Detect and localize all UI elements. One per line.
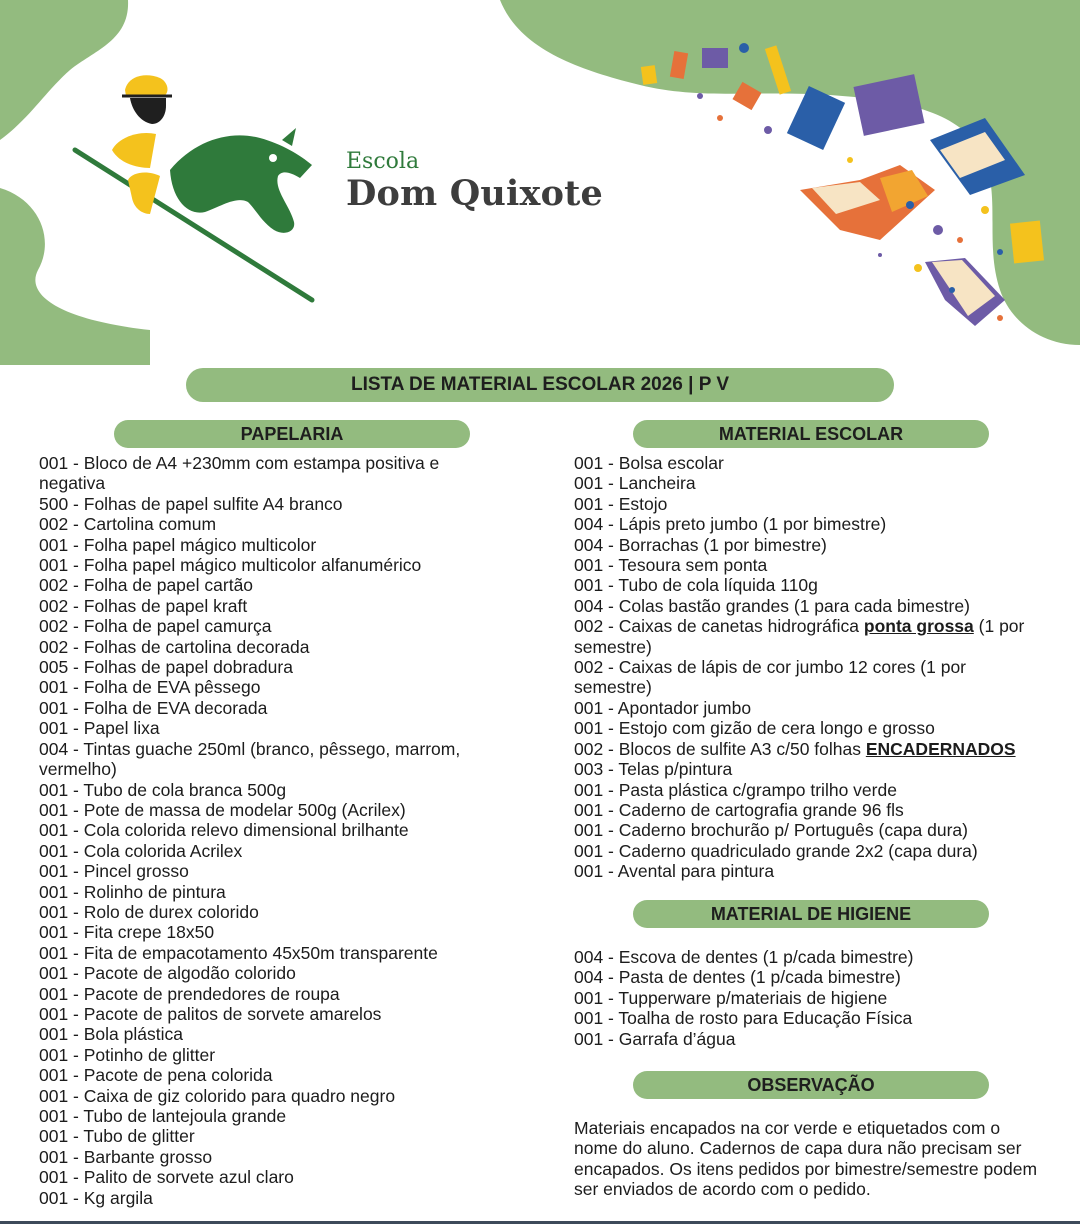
list-item: 001 - Folha papel mágico multicolor alfanumérico [39, 555, 422, 576]
list-item: 001 - Tubo de cola branca 500g [39, 779, 287, 800]
list-item: 001 - Tupperware p/materiais de higiene [574, 987, 888, 1008]
green-blob-left [0, 188, 150, 365]
emphasis-text: ENCADERNADOS [865, 738, 1016, 759]
list-item: semestre) [574, 636, 652, 657]
list-item: 001 - Tesoura sem ponta [574, 555, 768, 576]
list-item: 002 - Folha de papel cartão [39, 575, 254, 596]
list-item: 001 - Rolo de durex colorido [39, 901, 259, 922]
list-item: 004 - Lápis preto jumbo (1 por bimestre) [574, 514, 887, 535]
list-item: 001 - Pacote de palitos de sorvete amarelos [39, 1003, 382, 1024]
list-item: semestre) [574, 677, 652, 698]
list-item: 001 - Tubo de cola líquida 110g [574, 575, 818, 596]
list-item: 004 - Colas bastão grandes (1 para cada bimestre) [574, 595, 970, 616]
bottom-divider [0, 1221, 1080, 1224]
list-item: 001 - Tubo de glitter [39, 1126, 195, 1147]
list-item: 002 - Cartolina comum [39, 514, 217, 535]
list-item: 001 - Caderno de cartografia grande 96 fls [574, 799, 904, 820]
material-escolar-list [574, 453, 1064, 882]
green-blob-top-left [0, 0, 128, 140]
school-logo-text [346, 150, 603, 214]
list-item: 001 - Barbante grosso [39, 1146, 213, 1167]
list-item: 001 - Toalha de rosto para Educação Física [574, 1008, 913, 1029]
list-item: 005 - Folhas de papel dobradura [39, 657, 293, 678]
list-item: 001 - Caderno quadriculado grande 2x2 (capa dura) [574, 840, 978, 861]
list-item: 001 - Papel lixa [39, 718, 160, 739]
list-item: vermelho) [39, 759, 117, 780]
list-item: 001 - Pacote de prendedores de roupa [39, 983, 340, 1004]
list-item: 001 - Kg argila [39, 1187, 153, 1208]
papelaria-list [39, 453, 539, 1208]
list-item: 002 - Folhas de papel kraft [39, 595, 248, 616]
list-item: 002 - Folhas de cartolina decorada [39, 636, 310, 657]
list-item: 001 - Cola colorida Acrilex [39, 840, 243, 861]
list-item: 001 - Caixa de giz colorido para quadro negro [39, 1085, 396, 1106]
list-item: 001 - Avental para pintura [574, 861, 775, 882]
list-item: 001 - Garrafa d’água [574, 1028, 736, 1049]
list-item [574, 616, 1064, 636]
list-item [574, 739, 1064, 759]
list-item: 001 - Pote de massa de modelar 500g (Acrilex) [39, 799, 406, 820]
item-text: 002 - Blocos de sulfite A3 c/50 folhas [574, 738, 866, 759]
emphasis-text: ponta grossa [863, 616, 974, 637]
observacao-text: Materiais encapados na cor verde e etiquetados com o nome do aluno. Cadernos de capa dura não precisam ser encapados. Os itens pedidos por bimestre/semestre podem ser enviados de acordo com o pedido. [574, 1118, 1038, 1200]
school-name: Dom Quixote [346, 173, 603, 214]
list-item: 001 - Lancheira [574, 473, 696, 494]
list-item: 001 - Pincel grosso [39, 861, 189, 882]
list-item: 001 - Apontador jumbo [574, 697, 752, 718]
school-label: Escola [346, 149, 420, 174]
list-item: 001 - Folha de EVA decorada [39, 697, 268, 718]
list-item: 001 - Pasta plástica c/grampo trilho verde [574, 779, 897, 800]
list-item: 001 - Bola plástica [39, 1024, 183, 1045]
list-item: 001 - Estojo [574, 493, 668, 514]
item-text: 002 - Caixas de canetas hidrográfica [574, 616, 864, 637]
section-heading-material-escolar: MATERIAL ESCOLAR [633, 420, 989, 448]
section-heading-papelaria: PAPELARIA [114, 420, 470, 448]
list-item: 001 - Fita de empacotamento 45x50m transparente [39, 942, 438, 963]
list-item: 001 - Caderno brochurão p/ Português (capa dura) [574, 820, 968, 841]
list-item: 001 - Pacote de pena colorida [39, 1065, 273, 1086]
list-item: 004 - Escova de dentes (1 p/cada bimestre) [574, 947, 914, 967]
list-item: 004 - Pasta de dentes (1 p/cada bimestre) [574, 967, 901, 988]
list-item: 001 - Bolsa escolar [574, 453, 724, 473]
list-item: 004 - Borrachas (1 por bimestre) [574, 534, 827, 555]
section-heading-observacao: OBSERVAÇÃO [633, 1071, 989, 1099]
item-text: (1 por [973, 616, 1025, 637]
list-item: 500 - Folhas de papel sulfite A4 branco [39, 493, 343, 514]
page-title: LISTA DE MATERIAL ESCOLAR 2026 | P V [186, 368, 894, 402]
dom-quixote-logo-icon [75, 75, 312, 300]
list-item: 001 - Estojo com gizão de cera longo e grosso [574, 718, 935, 739]
list-item: 002 - Caixas de lápis de cor jumbo 12 cores (1 por [574, 657, 967, 678]
list-item: 004 - Tintas guache 250ml (branco, pêssego, marrom, [39, 738, 461, 759]
list-item: 001 - Pacote de algodão colorido [39, 963, 296, 984]
section-heading-higiene: MATERIAL DE HIGIENE [633, 900, 989, 928]
list-item: 001 - Folha de EVA pêssego [39, 677, 261, 698]
list-item: 001 - Folha papel mágico multicolor [39, 534, 317, 555]
list-item: negativa [39, 473, 106, 494]
list-item: 001 - Potinho de glitter [39, 1044, 216, 1065]
list-item: 003 - Telas p/pintura [574, 759, 733, 780]
list-item: 001 - Tubo de lantejoula grande [39, 1106, 287, 1126]
list-item: 001 - Palito de sorvete azul claro [39, 1167, 294, 1188]
list-item: 001 - Bloco de A4 +230mm com estampa positiva e [39, 453, 440, 473]
list-item: 001 - Rolinho de pintura [39, 881, 226, 902]
list-item: 002 - Folha de papel camurça [39, 616, 272, 637]
list-item: 001 - Fita crepe 18x50 [39, 922, 215, 943]
list-item: 001 - Cola colorida relevo dimensional brilhante [39, 820, 409, 841]
higiene-list [574, 947, 1064, 1049]
